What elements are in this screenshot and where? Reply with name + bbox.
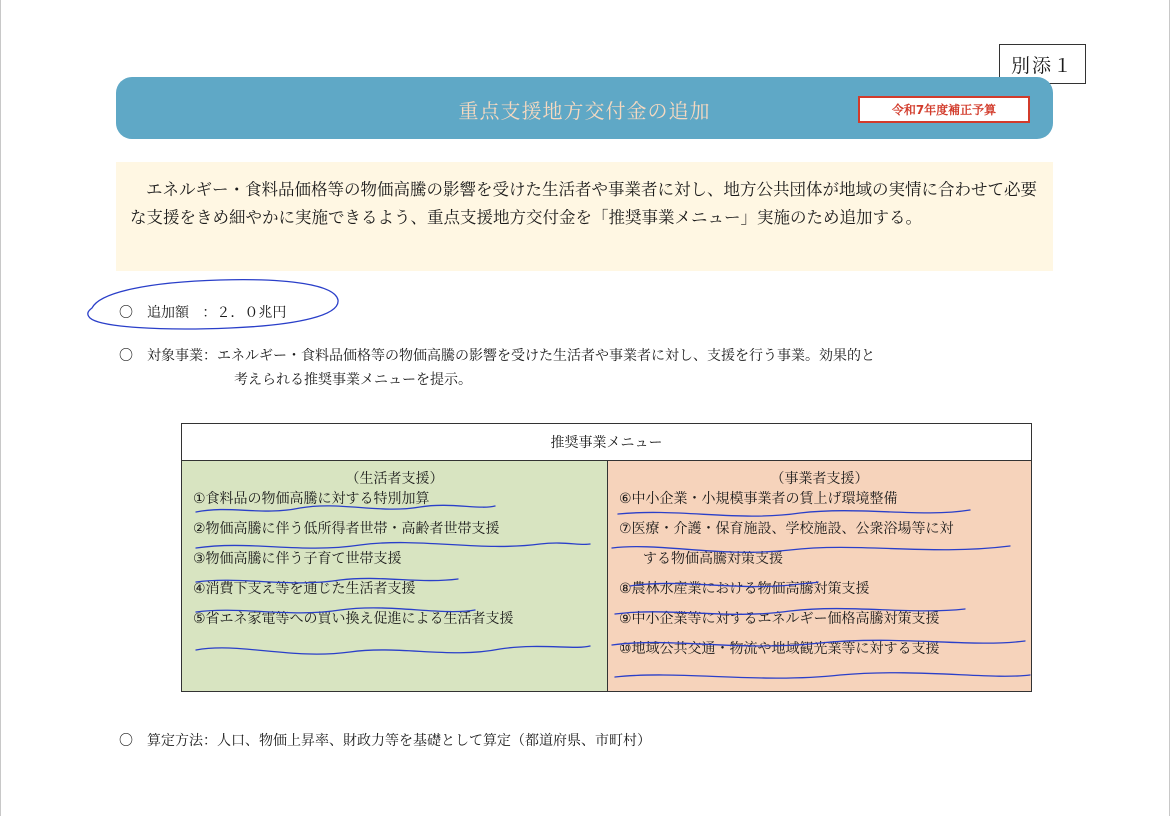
menu-item: ⑥中小企業・小規模事業者の賃上げ環境整備	[619, 491, 898, 507]
intro-box	[116, 162, 1053, 271]
recommended-menu-table	[181, 423, 1032, 692]
menu-item: ⑨中小企業等に対するエネルギー価格高騰対策支援	[619, 611, 940, 627]
amount-label: 追加額	[147, 305, 189, 321]
business-support-column	[608, 461, 1031, 691]
menu-item: ⑩地域公共交通・物流や地域観光業等に対する支援	[619, 641, 940, 657]
amount-value: ：２．０兆円	[202, 305, 287, 321]
resident-support-title: （生活者支援）	[345, 471, 444, 487]
target-label: 対象事業	[147, 348, 203, 364]
menu-item: ④消費下支え等を通じた生活者支援	[193, 581, 416, 597]
menu-item: ⑦医療・介護・保育施設、学校施設、公衆浴場等に対	[619, 521, 954, 537]
page-title: 重点支援地方交付金の追加	[458, 99, 711, 123]
menu-item: ②物価高騰に伴う低所得者世帯・高齢者世帯支援	[193, 521, 500, 537]
target-text-line1: ：エネルギー・食料品価格等の物価高騰の影響を受けた生活者や事業者に対し、支援を行う事業。効果的と	[203, 348, 875, 364]
bullet-mark: 〇	[119, 733, 133, 749]
method-label: 算定方法	[147, 733, 203, 749]
menu-item: ⑧農林水産業における物価高騰対策支援	[619, 581, 870, 597]
resident-support-column	[182, 461, 608, 691]
menu-item: ①食料品の物価高騰に対する特別加算	[193, 491, 430, 507]
menu-item: ⑤省エネ家電等への買い換え促進による生活者支援	[193, 611, 514, 627]
method-row	[119, 731, 651, 751]
intro-text: エネルギー・食料品価格等の物価高騰の影響を受けた生活者や事業者に対し、地方公共団体が地域の実情に合わせて必要な支援をきめ細やかに実施できるよう、重点支援地方交付金を「推奨事業メニュー」実施のため追加する。	[130, 180, 1037, 227]
attachment-label: 別添１	[999, 44, 1086, 84]
bullet-mark: 〇	[119, 305, 133, 321]
menu-header: 推奨事業メニュー	[182, 424, 1031, 461]
title-banner	[116, 77, 1053, 139]
bullet-mark: 〇	[119, 348, 133, 364]
menu-item-continuation: する物価高騰対策支援	[643, 551, 783, 567]
method-value: ：人口、物価上昇率、財政力等を基礎として算定（都道府県、市町村）	[203, 733, 651, 749]
amount-row	[119, 303, 286, 323]
business-support-title: （事業者支援）	[770, 471, 869, 487]
target-text-line2: 考えられる推奨事業メニューを提示。	[234, 372, 472, 388]
target-row	[119, 346, 875, 366]
menu-item: ③物価高騰に伴う子育て世帯支援	[193, 551, 402, 567]
budget-badge: 令和7年度補正予算	[858, 96, 1030, 123]
